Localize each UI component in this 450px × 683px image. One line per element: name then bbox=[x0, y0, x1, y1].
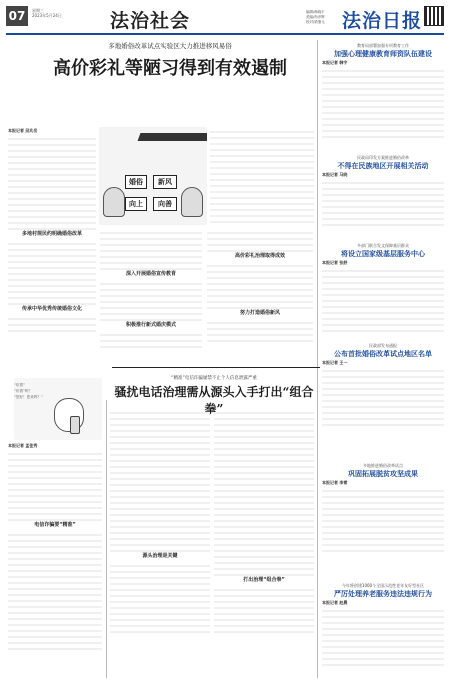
subhead: 传承中华优秀传统婚俗文化 bbox=[21, 306, 82, 312]
subhead: 努力打造婚俗新风 bbox=[239, 310, 280, 316]
brief-1: 教育局部署加强专项教育工作 加强心理健康教育师资队伍建设 本报记者 韩宇 bbox=[322, 41, 444, 138]
subhead: 多地村规民约明确婚俗改革 bbox=[21, 231, 82, 237]
lead-kicker: 多地婚俗改革试点实验区大力推进移风易俗 bbox=[108, 42, 232, 50]
editor-credits: 编辑/韩晓宇 美编/尚彦辉 校对/梁继元 bbox=[306, 10, 325, 24]
phone-icon bbox=[70, 416, 80, 434]
subhead: 高价彩礼治理取得成效 bbox=[234, 253, 285, 259]
lead-headline: 高价彩礼等陋习得到有效遏制 bbox=[53, 58, 287, 79]
subhead: 深入开展婚俗宣传教育 bbox=[125, 271, 176, 277]
lead-column-3 bbox=[207, 228, 313, 358]
header-rule bbox=[6, 33, 444, 35]
second-column-2 bbox=[110, 408, 210, 677]
column-divider bbox=[106, 400, 107, 678]
brief-3: 多部门联合发文保障基层群众 将设立国家级基层服务中心 本报记者 张舒 bbox=[322, 241, 444, 332]
wedding-custom-cartoon: 婚俗 新风 向上 向善 bbox=[99, 127, 207, 225]
second-headline: 骚扰电话治理需从源头入手打出“组合拳” bbox=[114, 385, 314, 416]
lead-column-2 bbox=[100, 228, 202, 358]
brief-5: 多地推进婚俗改革试点 巩固拓展脱贫攻坚成果 本报记者 李雪 bbox=[322, 461, 444, 552]
subhead: 打出治理“组合拳” bbox=[243, 577, 285, 583]
qr-code-icon bbox=[424, 6, 444, 26]
lead-column-right bbox=[210, 127, 314, 225]
brief-6: 今年将创建1000个全国示范性老年友好型社区 严厉处理养老服务违法违规行为 本报记者 赵晨 bbox=[322, 581, 444, 666]
column-divider bbox=[317, 40, 318, 678]
lead-story-title bbox=[30, 41, 310, 80]
second-column-3 bbox=[214, 408, 314, 677]
subhead: 积极推行新式婚庆模式 bbox=[125, 322, 176, 328]
brief-4: 民政部发布通报 公布首批婚俗改革试点地区名单 本报记者 王一 bbox=[322, 341, 444, 426]
second-column-1: 本报记者 孟佳秀 电信诈骗要“精准” bbox=[8, 442, 102, 677]
page-header bbox=[6, 6, 444, 34]
news-briefs-sidebar bbox=[322, 41, 444, 677]
section-title: 法治社会 bbox=[110, 10, 191, 32]
page-number: 07 bbox=[6, 6, 28, 26]
subhead: 源头治理是关键 bbox=[142, 553, 178, 559]
second-kicker: “精准”电信诈骗屡禁不止个人信息泄露严重 bbox=[171, 376, 257, 381]
brief-2: 民政局印发方案推进婚俗改革 不得在民族地区开展相关活动 本报记者 马晓 bbox=[322, 153, 444, 226]
newspaper-masthead: 法治日报 bbox=[342, 10, 423, 32]
illustration-caption: “盯着” “盯着”吗？ “您好！您来吗？” bbox=[14, 383, 43, 399]
issue-date: 星期三 2023年5月24日 bbox=[32, 8, 62, 18]
subhead: 电信诈骗要“精准” bbox=[34, 522, 76, 528]
lead-column-1: 本报记者 邱兆岳 多地村规民约明确婚俗改革 传承中华优秀传统婚俗文化 bbox=[8, 127, 96, 357]
